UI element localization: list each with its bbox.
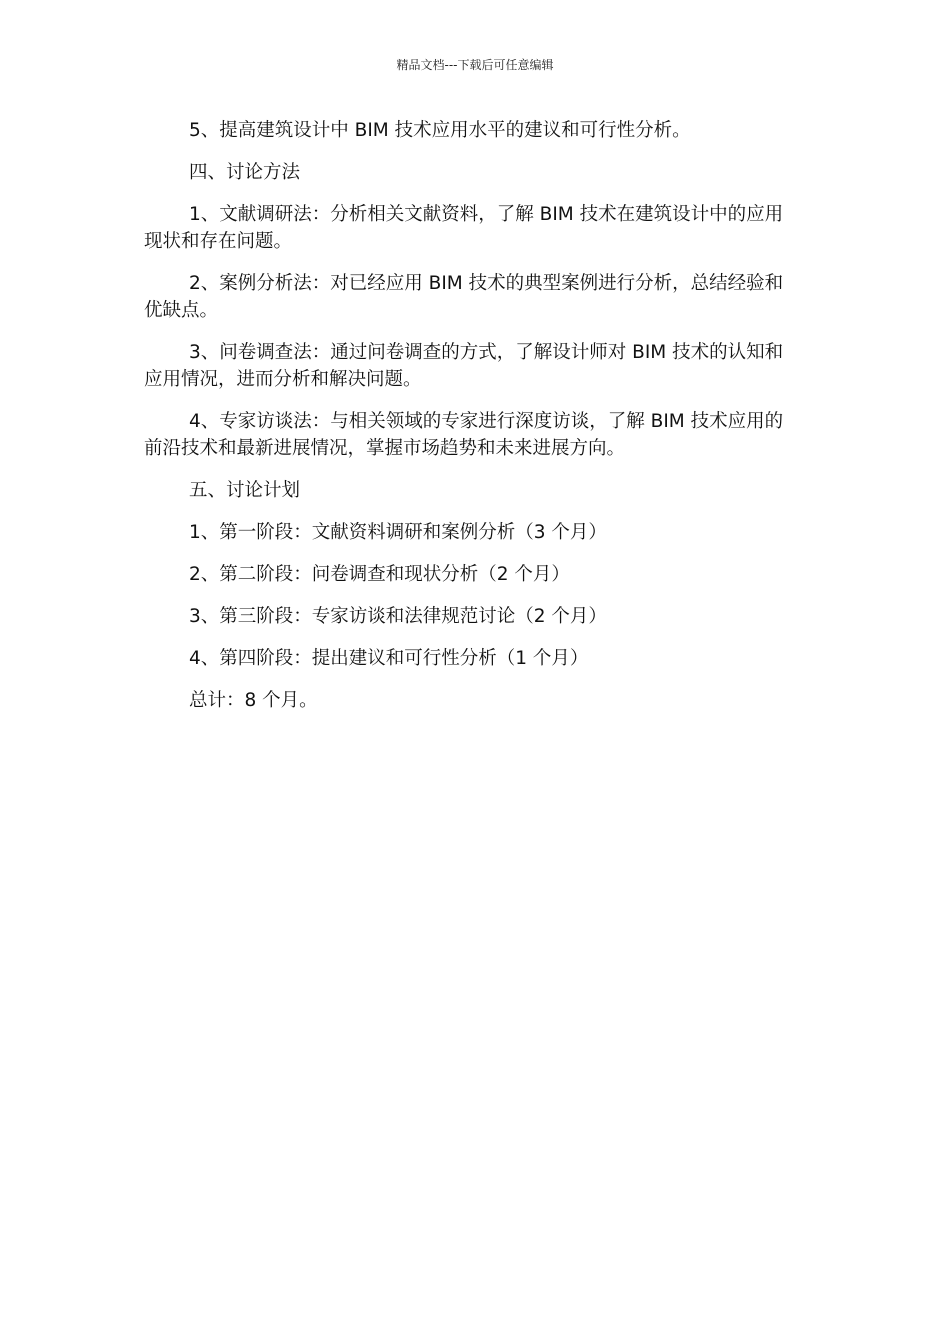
document-body (144, 117, 790, 729)
plan-phase-2: 2、第二阶段：问卷调查和现状分析（2 个月） (189, 564, 570, 585)
paragraph-item-5: 5、提高建筑设计中 BIM 技术应用水平的建议和可行性分析。 (189, 120, 691, 141)
plan-phase-1: 1、第一阶段：文献资料调研和案例分析（3 个月） (189, 522, 607, 543)
paragraph-case-method: 2、案例分析法：对已经应用 BIM 技术的典型案例进行分析，总结经验和优缺点。 (144, 273, 784, 321)
paragraph-survey-method: 3、问卷调查法：通过问卷调查的方式，了解设计师对 BIM 技术的认知和应用情况，进而分析和解决问题。 (144, 342, 784, 390)
plan-total: 总计：8 个月。 (189, 690, 318, 711)
section-heading-methods: 四、讨论方法 (189, 162, 301, 183)
page-header: 精品文档---下载后可任意编辑 (396, 58, 554, 72)
paragraph-interview-method: 4、专家访谈法：与相关领域的专家进行深度访谈，了解 BIM 技术应用的前沿技术和最新进展情况，掌握市场趋势和未来进展方向。 (144, 411, 784, 459)
section-heading-plan: 五、讨论计划 (189, 480, 301, 501)
plan-phase-3: 3、第三阶段：专家访谈和法律规范讨论（2 个月） (189, 606, 607, 627)
plan-phase-4: 4、第四阶段：提出建议和可行性分析（1 个月） (189, 648, 589, 669)
paragraph-literature-method: 1、文献调研法：分析相关文献资料，了解 BIM 技术在建筑设计中的应用现状和存在问题。 (144, 204, 784, 252)
